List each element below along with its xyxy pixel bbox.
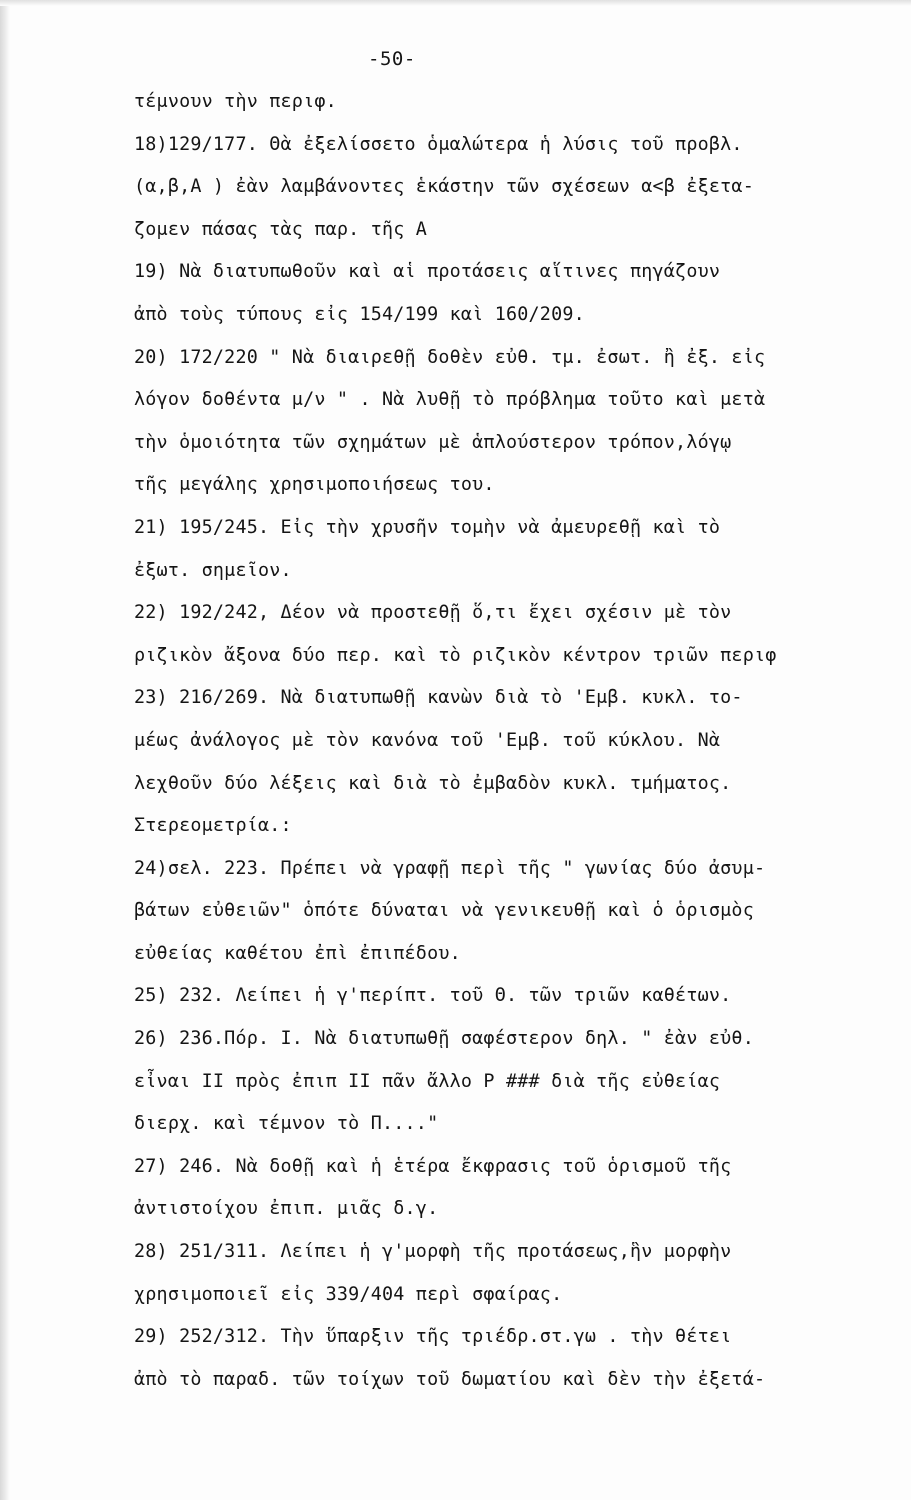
text-line: 25) 232. Λείπει ἡ γ'περίπτ. τοῦ Θ. τῶν τριῶν καθέτων. [134,985,732,1007]
text-line: 21) 195/245. Εἰς τὴν χρυσῆν τομὴν νὰ ἀμευρεθῇ καὶ τὸ [134,516,721,538]
text-line: 20) 172/220 " Νὰ διαιρεθῇ δοθὲν εὐθ. τμ. ἐσωτ. ἢ ἐξ. εἰς [134,346,766,368]
text-line: διερχ. καὶ τέμνον τὸ Π...." [134,1113,439,1135]
page-number: -50- [368,48,416,70]
text-line: 19) Νὰ διατυπωθοῦν καὶ αἱ προτάσεις αἵτινες πηγάζουν [134,261,721,283]
text-line: 29) 252/312. Τὴν ὕπαρξιν τῆς τριέδρ.στ.γω . τὴν θέτει [134,1326,732,1348]
text-line: 26) 236.Πόρ. Ι. Νὰ διατυπωθῇ σαφέστερον δηλ. " ἐὰν εὐθ. [134,1028,754,1050]
text-line: ἐξωτ. σημεῖον. [134,559,292,581]
text-line: 18)129/177. Θὰ ἐξελίσσετο ὁμαλώτερα ἡ λύσις τοῦ προβλ. [134,133,743,155]
text-line: εὐθείας καθέτου ἐπὶ ἐπιπέδου. [134,942,461,964]
text-line: λεχθοῦν δύο λέξεις καὶ διὰ τὸ ἐμβαδὸν κυκλ. τμήματος. [134,772,732,794]
text-line: βάτων εὐθειῶν" ὁπότε δύναται νὰ γενικευθῇ καὶ ὁ ὁρισμὸς [134,900,754,922]
text-line: ἀντιστοίχου ἐπιπ. μιᾶς δ.γ. [134,1198,439,1220]
page-shadow-top [0,0,911,6]
text-line: τὴν ὁμοιότητα τῶν σχημάτων μὲ ἁπλούστερον τρόπον,λόγῳ [134,431,732,453]
section-heading: Στερεομετρία.: [134,815,292,837]
text-line: εἶναι ΙΙ πρὸς ἐπιπ ΙΙ πᾶν ἄλλο Ρ ### διὰ τῆς εὐθείας [134,1070,721,1092]
page-shadow-left [0,0,10,1500]
text-line: ριζικὸν ἄξονα δύο περ. καὶ τὸ ριζικὸν κέντρον τριῶν περιφ [134,644,777,666]
text-line: 22) 192/242, Δέον νὰ προστεθῇ ὅ,τι ἔχει σχέσιν μὲ τὸν [134,602,732,624]
text-line: ἀπὸ τὸ παραδ. τῶν τοίχων τοῦ δωματίου καὶ δὲν τὴν ἐξετά- [134,1368,766,1390]
text-line: χρησιμοποιεῖ εἰς 339/404 περὶ σφαίρας. [134,1283,563,1305]
text-line: 23) 216/269. Νὰ διατυπωθῇ κανὼν διὰ τὸ 'Εμβ. κυκλ. το- [134,687,743,709]
text-line: ζομεν πάσας τὰς παρ. τῆς Α [134,218,428,240]
text-line: τέμνουν τὴν περιφ. [134,91,337,112]
text-line: 28) 251/311. Λείπει ἡ γ'μορφὴ τῆς προτάσεως,ἣν μορφὴν [134,1241,732,1263]
text-line: 27) 246. Νὰ δοθῇ καὶ ἡ ἑτέρα ἔκφρασις τοῦ ὁρισμοῦ τῆς [134,1155,732,1177]
text-line: (α,β,Α ) ἐὰν λαμβάνοντες ἑκάστην τῶν σχέσεων α<β ἐξετα- [134,176,754,198]
text-line: 24)σελ. 223. Πρέπει νὰ γραφῇ περὶ τῆς " γωνίας δύο ἀσυμ- [134,857,766,879]
text-line: τῆς μεγάλης χρησιμοποιήσεως του. [134,474,495,496]
document-body [134,88,894,1408]
text-line: μέως ἀνάλογος μὲ τὸν κανόνα τοῦ 'Εμβ. τοῦ κύκλου. Νὰ [134,729,721,751]
text-line: ἀπὸ τοὺς τύπους εἰς 154/199 καὶ 160/209. [134,303,585,325]
text-line: λόγον δοθέντα μ/ν " . Νὰ λυθῇ τὸ πρόβλημα τοῦτο καὶ μετὰ [134,389,766,411]
